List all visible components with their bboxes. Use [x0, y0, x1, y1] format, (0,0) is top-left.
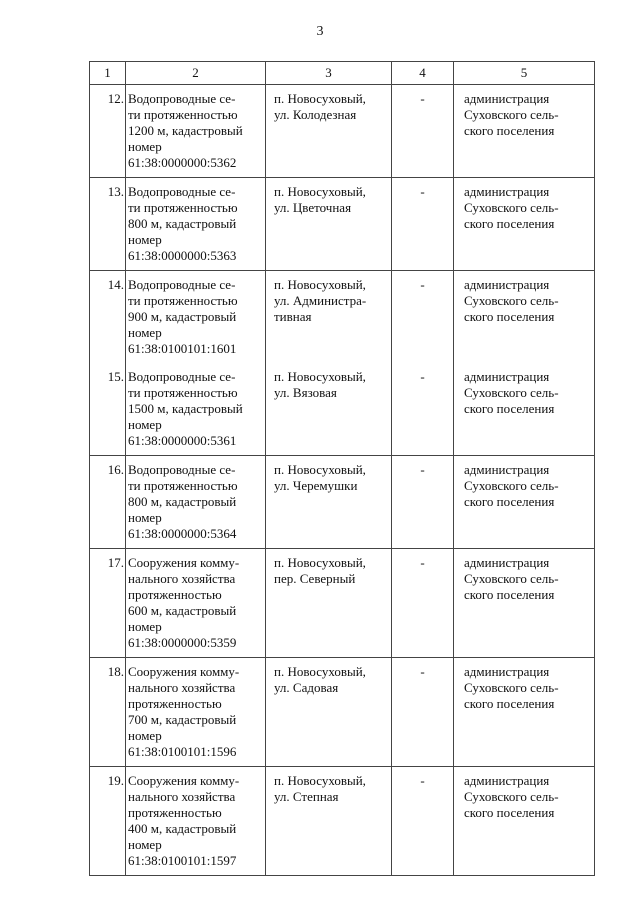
- owner-cell: администрация Суховского сель- ского поселения: [454, 271, 595, 364]
- description-cell: Сооружения комму- нального хозяйства протяженностью 700 м, кадастровый номер 61:38:0100101:1596: [126, 658, 266, 767]
- header-col-3: 3: [266, 62, 392, 85]
- table-row: [90, 549, 595, 658]
- page-number: 3: [316, 24, 324, 39]
- address-cell: п. Новосуховый, ул. Черемушки: [266, 456, 392, 549]
- description-cell: Сооружения комму- нального хозяйства протяженностью 600 м, кадастровый номер 61:38:0000000:5359: [126, 549, 266, 658]
- description-cell: Водопроводные се- ти протяженностью 800 м, кадастровый номер 61:38:0000000:5363: [126, 178, 266, 271]
- table-row: [90, 456, 595, 549]
- owner-cell: администрация Суховского сель- ского поселения: [454, 85, 595, 178]
- table-body: [90, 85, 595, 876]
- column-4-cell: -: [392, 363, 454, 456]
- table-row: [90, 767, 595, 876]
- owner-cell: администрация Суховского сель- ского поселения: [454, 767, 595, 876]
- header-col-1: 1: [90, 62, 126, 85]
- address-cell: п. Новосуховый, пер. Северный: [266, 549, 392, 658]
- address-cell: п. Новосуховый, ул. Администра- тивная: [266, 271, 392, 364]
- table-row: [90, 85, 595, 178]
- column-4-cell: -: [392, 456, 454, 549]
- header-col-2: 2: [126, 62, 266, 85]
- property-table: [89, 61, 595, 876]
- column-4-cell: -: [392, 271, 454, 364]
- column-4-cell: -: [392, 85, 454, 178]
- column-4-cell: -: [392, 549, 454, 658]
- description-cell: Водопроводные се- ти протяженностью 800 м, кадастровый номер 61:38:0000000:5364: [126, 456, 266, 549]
- table-row: [90, 271, 595, 364]
- header-col-4: 4: [392, 62, 454, 85]
- column-4-cell: -: [392, 767, 454, 876]
- row-number-cell: 12.: [90, 85, 126, 178]
- table-row: [90, 658, 595, 767]
- address-cell: п. Новосуховый, ул. Цветочная: [266, 178, 392, 271]
- address-cell: п. Новосуховый, ул. Колодезная: [266, 85, 392, 178]
- description-cell: Водопроводные се- ти протяженностью 1200 м, кадастровый номер 61:38:0000000:5362: [126, 85, 266, 178]
- table-row: [90, 363, 595, 456]
- owner-cell: администрация Суховского сель- ского поселения: [454, 658, 595, 767]
- row-number-cell: 15.: [90, 363, 126, 456]
- header-col-5: 5: [454, 62, 595, 85]
- row-number-cell: 17.: [90, 549, 126, 658]
- description-cell: Водопроводные се- ти протяженностью 1500 м, кадастровый номер 61:38:0000000:5361: [126, 363, 266, 456]
- header-row: [90, 62, 595, 85]
- owner-cell: администрация Суховского сель- ского поселения: [454, 178, 595, 271]
- row-number-cell: 13.: [90, 178, 126, 271]
- row-number-cell: 18.: [90, 658, 126, 767]
- row-number-cell: 14.: [90, 271, 126, 364]
- owner-cell: администрация Суховского сель- ского поселения: [454, 549, 595, 658]
- column-4-cell: -: [392, 658, 454, 767]
- column-4-cell: -: [392, 178, 454, 271]
- description-cell: Сооружения комму- нального хозяйства протяженностью 400 м, кадастровый номер 61:38:0100101:1597: [126, 767, 266, 876]
- description-cell: Водопроводные се- ти протяженностью 900 м, кадастровый номер 61:38:0100101:1601: [126, 271, 266, 364]
- address-cell: п. Новосуховый, ул. Вязовая: [266, 363, 392, 456]
- table-row: [90, 178, 595, 271]
- owner-cell: администрация Суховского сель- ского поселения: [454, 456, 595, 549]
- row-number-cell: 19.: [90, 767, 126, 876]
- address-cell: п. Новосуховый, ул. Садовая: [266, 658, 392, 767]
- owner-cell: администрация Суховского сель- ского поселения: [454, 363, 595, 456]
- row-number-cell: 16.: [90, 456, 126, 549]
- address-cell: п. Новосуховый, ул. Степная: [266, 767, 392, 876]
